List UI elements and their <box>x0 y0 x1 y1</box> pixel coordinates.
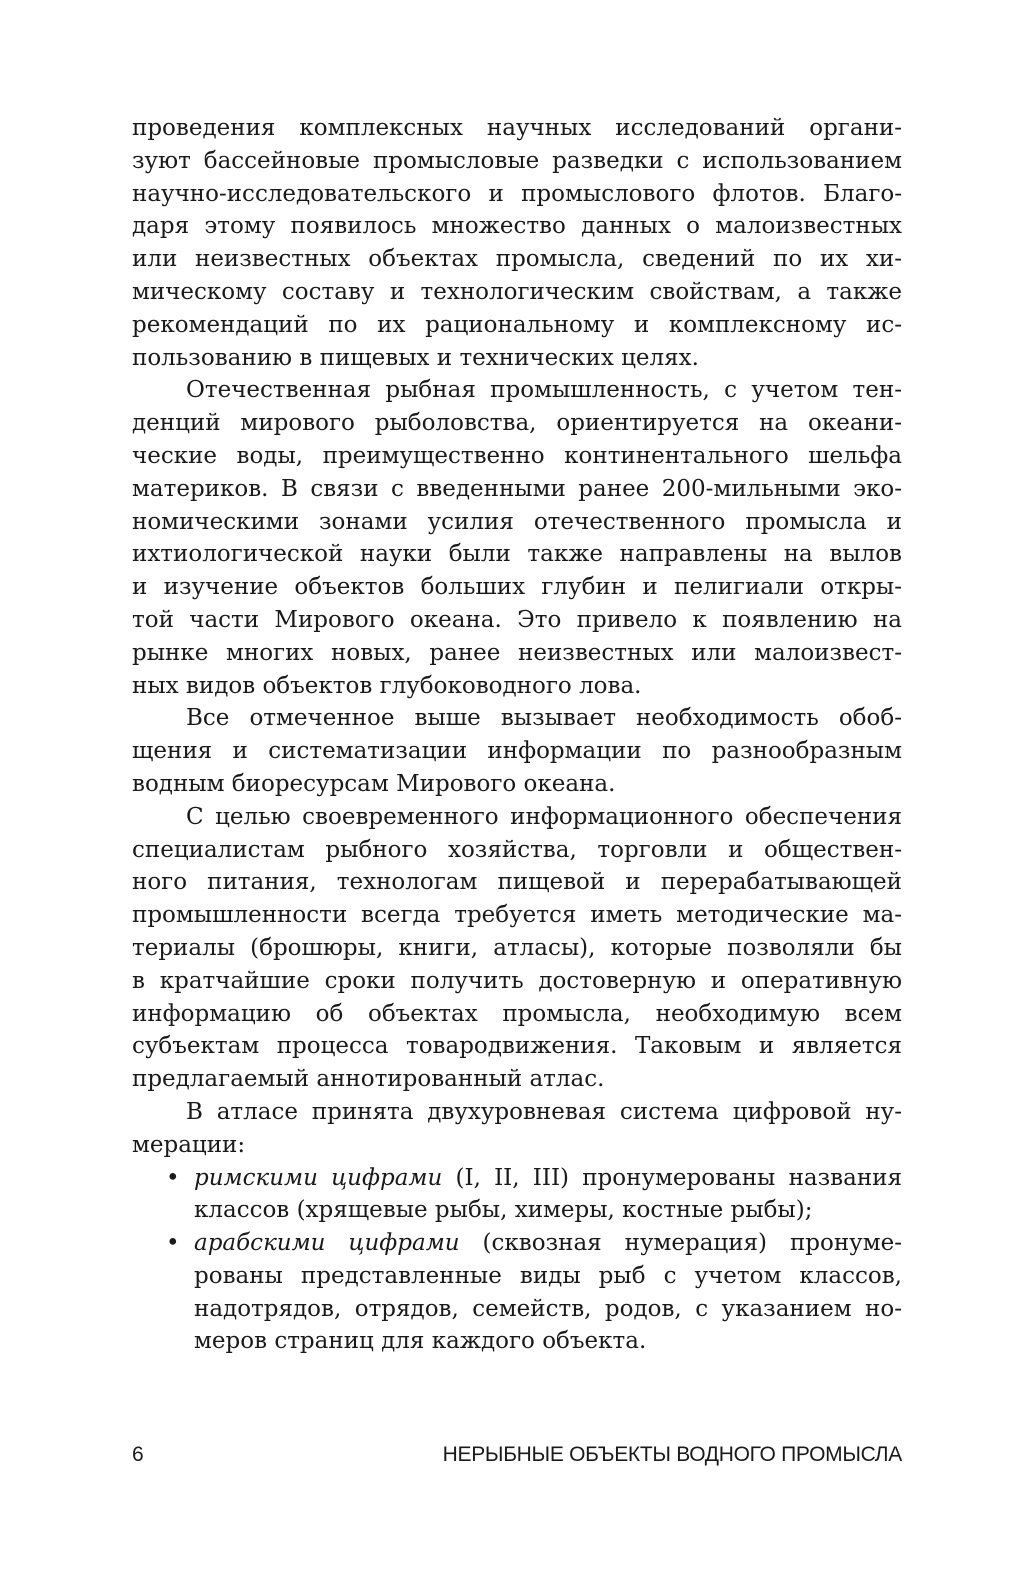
text-line: рынке многих новых, ранее неизвестных или малоизвест- <box>132 639 902 666</box>
line-text: меров страниц для каждого объекта. <box>194 1328 647 1355</box>
text-line: субъектам процесса товародвижения. Таковым и является <box>132 1033 902 1060</box>
list-item-line <box>132 1194 902 1227</box>
text-line: мерации: <box>132 1131 246 1158</box>
text-line: или неизвестных объектах промысла, сведений по их хи- <box>132 246 902 273</box>
text-line: пользованию в пищевых и технических целях. <box>132 344 699 371</box>
text-line: промышленности всегда требуется иметь методические ма- <box>132 902 902 929</box>
text-line: рекомендаций по их рациональному и комплексному ис- <box>132 311 902 338</box>
text-line: денций мирового рыболовства, ориентируется на океани- <box>132 410 902 437</box>
list-item-line <box>132 1325 902 1358</box>
line-text: (I, II, III) пронумерованы названия <box>442 1164 902 1191</box>
emphasis-text: римскими цифрами <box>194 1164 443 1191</box>
text-line: ных видов объектов глубоководного лова. <box>132 672 642 699</box>
text-line: научно-исследовательского и промыслового флотов. Благо- <box>132 180 902 207</box>
text-line: С целью своевременного информационного обеспечения <box>186 803 902 830</box>
emphasis-text: арабскими цифрами <box>194 1230 460 1257</box>
text-line: щения и систематизации информации по разнообразным <box>132 738 902 765</box>
list-item <box>132 1227 902 1358</box>
running-title: НЕРЫБНЫЕ ОБЪЕКТЫ ВОДНОГО ПРОМЫСЛА <box>442 1443 902 1466</box>
text-line: ихтиологической науки были также направлены на вылов <box>132 541 902 568</box>
list-item-line <box>132 1260 902 1293</box>
text-line: водным биоресурсам Мирового океана. <box>132 770 616 797</box>
line-text: надотрядов, отрядов, семейств, родов, с указанием но- <box>194 1295 902 1322</box>
text-line: даря этому появилось множество данных о малоизвестных <box>132 213 902 240</box>
text-line: ного питания, технологам пищевой и перерабатывающей <box>132 869 902 896</box>
list-item-line <box>132 1227 902 1260</box>
page-number: 6 <box>132 1443 144 1466</box>
numbering-list <box>132 1162 902 1359</box>
list-item <box>132 1162 902 1228</box>
text-line: Все отмеченное выше вызывает необходимость обоб- <box>186 705 902 732</box>
text-line: Отечественная рыбная промышленность, с учетом тен- <box>186 377 902 404</box>
text-line: в кратчайшие сроки получить достоверную и оперативную <box>132 967 902 994</box>
text-line: предлагаемый аннотированный атлас. <box>132 1066 605 1093</box>
line-text: (сквозная нумерация) пронуме- <box>459 1230 902 1257</box>
text-line: териалы (брошюры, книги, атласы), которые позволяли бы <box>132 934 902 961</box>
bullet-marker: • <box>166 1230 180 1257</box>
text-line: ческие воды, преимущественно континентального шельфа <box>132 442 902 469</box>
text-line: мическому составу и технологическим свойствам, а также <box>132 278 902 305</box>
text-line: информацию об объектах промысла, необходимую всем <box>132 1000 902 1027</box>
text-line: той части Мирового океана. Это привело к появлению на <box>132 606 902 633</box>
page-body <box>132 112 902 1358</box>
text-line: и изучение объектов больших глубин и пелигиали откры- <box>132 574 902 601</box>
text-line: проведения комплексных научных исследований органи- <box>132 115 902 141</box>
text-line: материков. В связи с введенными ранее 200-мильными эко- <box>132 475 902 502</box>
line-text: рованы представленные виды рыб с учетом классов, <box>194 1262 902 1289</box>
body-text <box>132 112 902 1162</box>
list-item-line <box>132 1293 902 1326</box>
bullet-marker: • <box>166 1164 180 1191</box>
text-line: специалистам рыбного хозяйства, торговли и обществен- <box>132 836 902 863</box>
text-line: зуют бассейновые промысловые разведки с использованием <box>132 147 902 174</box>
page-footer <box>132 1440 902 1470</box>
line-text: классов (хрящевые рыбы, химеры, костные рыбы); <box>194 1197 813 1224</box>
list-item-line <box>132 1162 902 1195</box>
text-line: В атласе принята двухуровневая система цифровой ну- <box>186 1098 902 1125</box>
text-line: номическими зонами усилия отечественного промысла и <box>132 508 902 535</box>
